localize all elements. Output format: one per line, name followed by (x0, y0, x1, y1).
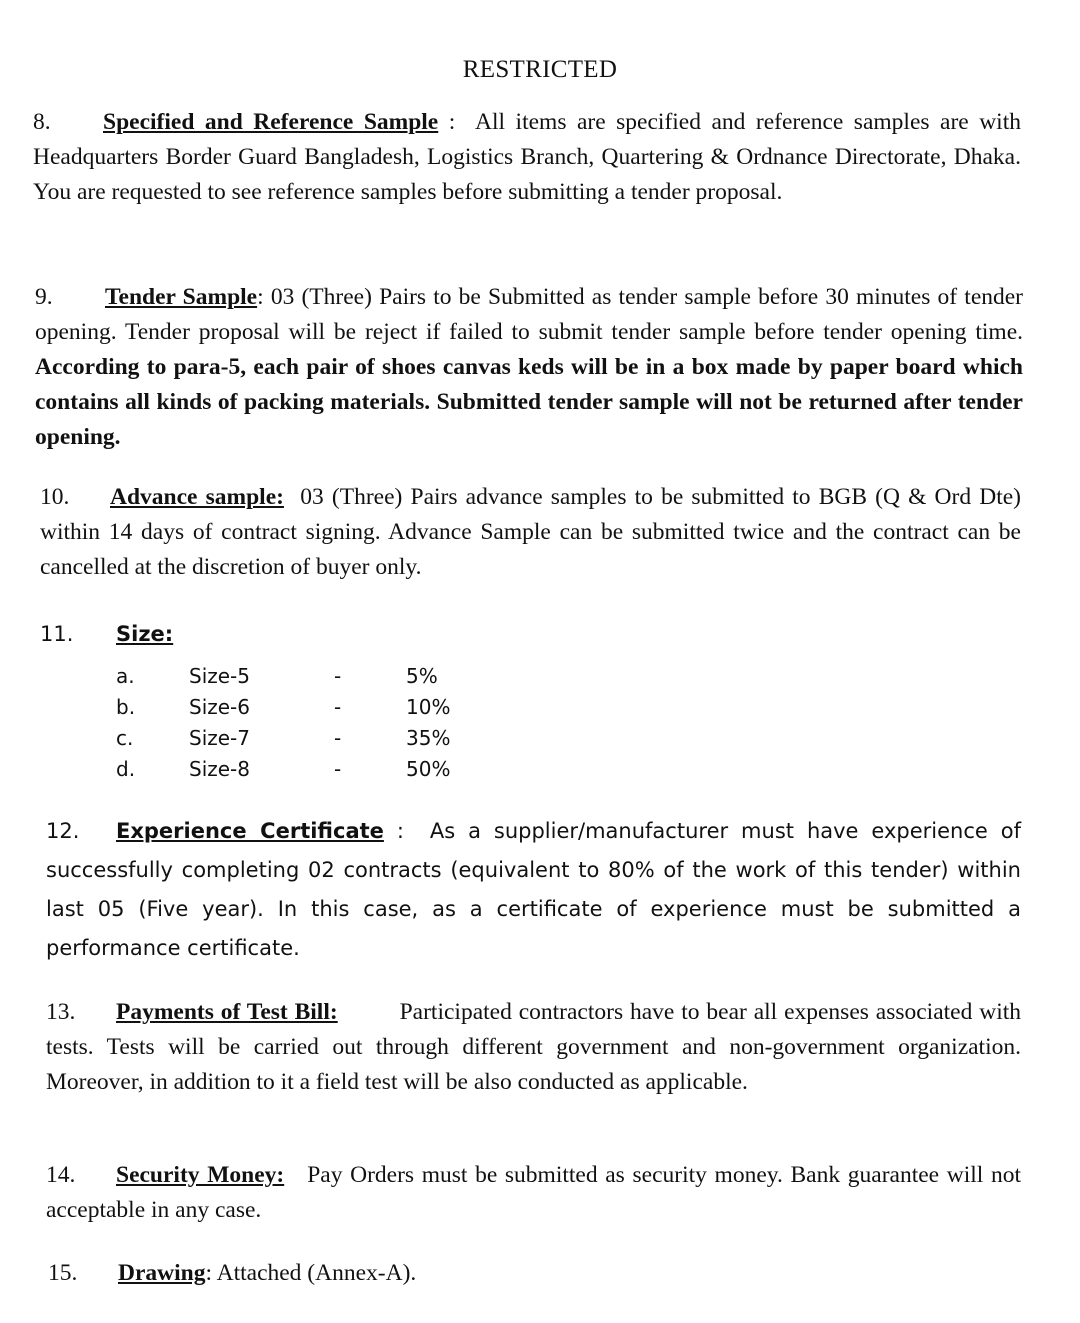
size-row (116, 695, 476, 726)
size-letter: b. (116, 695, 136, 719)
para-number: 10. (40, 484, 70, 510)
size-label: Size-8 (189, 757, 250, 781)
para-text: 03 (Three) Pairs advance samples to be submitted to BGB (Q & Ord Dte) within 14 days of contract signing. Advance Sample can be submitted twice and the contract can be cancelled at the discretion of buyer only. (40, 484, 1021, 580)
para-title: Specified and Reference Sample (103, 109, 439, 135)
size-label: Size-6 (189, 695, 250, 719)
size-table (116, 664, 476, 788)
paragraph-13 (46, 995, 1021, 1100)
para-number: 11. (40, 622, 74, 646)
para-number: 12. (46, 819, 80, 843)
para-text: Participated contractors have to bear all expenses associated with tests. Tests will be carried out through different government and non-government organization. Moreover, in addition to it a field test will be also conducted as applicable. (46, 999, 1022, 1095)
size-percent: 5% (406, 664, 438, 688)
size-dash: - (334, 664, 342, 688)
para-title: Size: (116, 622, 174, 646)
para-text: 03 (Three) Pairs to be Submitted as tender sample before 30 minutes of tender opening. Tender proposal will be reject if failed to submit tender sample before tender opening time. (35, 284, 1024, 345)
paragraph-14 (46, 1158, 1021, 1228)
size-dash: - (334, 726, 342, 750)
paragraph-15 (48, 1256, 1021, 1291)
paragraph-9 (35, 280, 1023, 455)
size-label: Size-7 (189, 726, 250, 750)
size-label: Size-5 (189, 664, 250, 688)
paragraph-12 (46, 812, 1021, 968)
para-title: Advance sample: (110, 484, 284, 510)
size-letter: d. (116, 757, 136, 781)
para-title: Experience Certificate (116, 819, 384, 843)
size-letter: c. (116, 726, 134, 750)
classification-header: RESTRICTED (462, 56, 618, 83)
size-dash: - (334, 695, 342, 719)
size-percent: 50% (406, 757, 451, 781)
para-text: Pay Orders must be submitted as security money. Bank guarantee will not acceptable in any case. (46, 1162, 1021, 1223)
para-bold-text: According to para-5, each pair of shoes canvas keds will be in a box made by paper board which contains all kinds of packing materials. Submitted tender sample will not be returned after tender opening. (35, 354, 1023, 450)
paragraph-8 (33, 105, 1021, 210)
para-separator: : (438, 109, 456, 135)
size-row (116, 664, 476, 695)
size-percent: 10% (406, 695, 451, 719)
para-number: 9. (35, 284, 53, 310)
para-number: 8. (33, 109, 51, 135)
para-title: Drawing (118, 1260, 206, 1286)
para-number: 15. (48, 1260, 78, 1286)
para-text: All items are specified and reference samples are with Headquarters Border Guard Bangladesh, Logistics Branch, Quartering & Ordnance Directorate, Dhaka. You are requested to see reference samples before submitting a tender proposal. (33, 109, 1021, 205)
para-separator: : (205, 1260, 213, 1286)
size-letter: a. (116, 664, 135, 688)
size-row (116, 757, 476, 788)
para-number: 13. (46, 999, 76, 1025)
para-title: Security Money: (116, 1162, 285, 1188)
para-title: Payments of Test Bill: (116, 999, 338, 1025)
size-row (116, 726, 476, 757)
size-percent: 35% (406, 726, 451, 750)
paragraph-10 (40, 480, 1021, 585)
para-separator: : (383, 819, 404, 843)
size-dash: - (334, 757, 342, 781)
para-number: 14. (46, 1162, 76, 1188)
para-separator: : (257, 284, 264, 310)
paragraph-11 (40, 622, 1028, 646)
para-title: Tender Sample (105, 284, 258, 310)
para-text: As a supplier/manufacturer must have experience of successfully completing 02 contracts (equivalent to 80% of the work of this tender) within last 05 (Five year). In this case, as a certificate of experience must be submitted a performance certificate. (46, 819, 1021, 960)
para-text: Attached (Annex-A). (216, 1260, 417, 1286)
